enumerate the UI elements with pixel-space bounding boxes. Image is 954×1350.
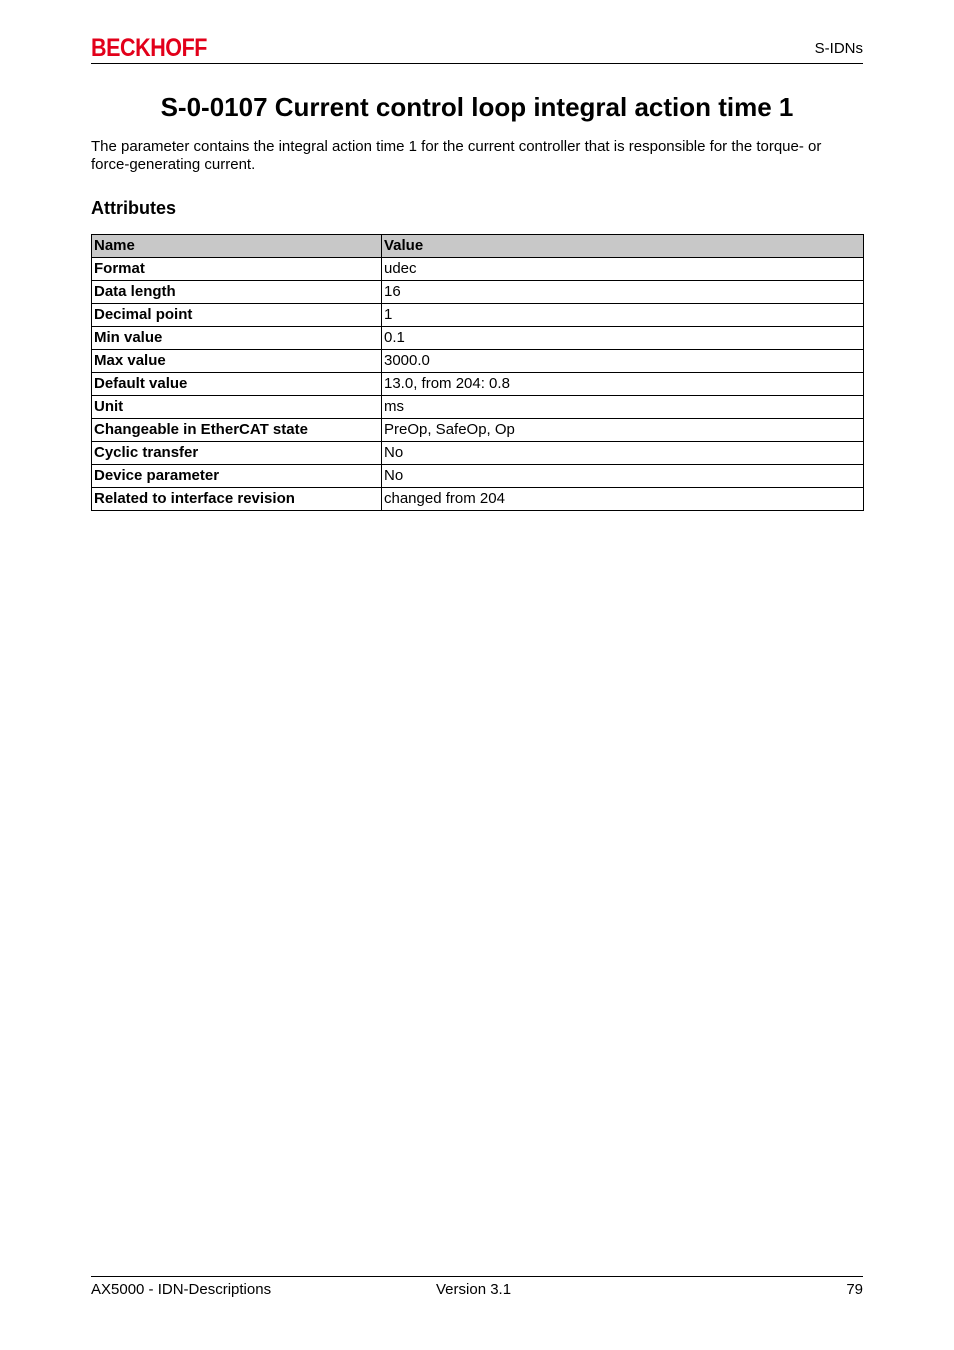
table-row [92, 327, 864, 350]
footer-version: Version 3.1 [436, 1281, 512, 1298]
attribute-name: Default value [92, 373, 382, 396]
table-row [92, 488, 864, 511]
header-divider [91, 63, 863, 64]
column-header-value: Value [382, 235, 864, 258]
attribute-name: Decimal point [92, 304, 382, 327]
beckhoff-logo: BECKHOFF [91, 34, 208, 62]
table-row [92, 419, 864, 442]
attribute-value: PreOp, SafeOp, Op [382, 419, 864, 442]
table-row [92, 373, 864, 396]
attribute-value: 1 [382, 304, 864, 327]
table-row [92, 258, 864, 281]
footer-document-name: AX5000 - IDN-Descriptions [91, 1281, 272, 1298]
attribute-value: udec [382, 258, 864, 281]
column-header-name: Name [92, 235, 382, 258]
attribute-name: Format [92, 258, 382, 281]
table-row [92, 304, 864, 327]
page-title: S-0-0107 Current control loop integral action time 1 [160, 92, 794, 122]
attribute-value: 3000.0 [382, 350, 864, 373]
table-row [92, 350, 864, 373]
table-row [92, 281, 864, 304]
attribute-value: changed from 204 [382, 488, 864, 511]
attribute-value: 16 [382, 281, 864, 304]
attribute-name: Related to interface revision [92, 488, 382, 511]
attribute-name: Data length [92, 281, 382, 304]
attribute-value: 13.0, from 204: 0.8 [382, 373, 864, 396]
table-header-row [92, 235, 864, 258]
attribute-value: No [382, 465, 864, 488]
table-row [92, 465, 864, 488]
attribute-value: No [382, 442, 864, 465]
attribute-name: Max value [92, 350, 382, 373]
attribute-name: Changeable in EtherCAT state [92, 419, 382, 442]
attribute-value: ms [382, 396, 864, 419]
footer-divider [91, 1276, 863, 1277]
attribute-name: Cyclic transfer [92, 442, 382, 465]
attributes-heading: Attributes [91, 198, 176, 218]
table-row [92, 396, 864, 419]
section-name: S-IDNs [814, 40, 863, 57]
attribute-name: Unit [92, 396, 382, 419]
footer-page-number: 79 [846, 1281, 863, 1298]
attribute-value: 0.1 [382, 327, 864, 350]
attributes-table [91, 234, 864, 511]
attribute-name: Device parameter [92, 465, 382, 488]
table-row [92, 442, 864, 465]
attribute-name: Min value [92, 327, 382, 350]
parameter-description: The parameter contains the integral action time 1 for the current controller that is responsible for the torque- or force-generating current. [91, 138, 822, 173]
